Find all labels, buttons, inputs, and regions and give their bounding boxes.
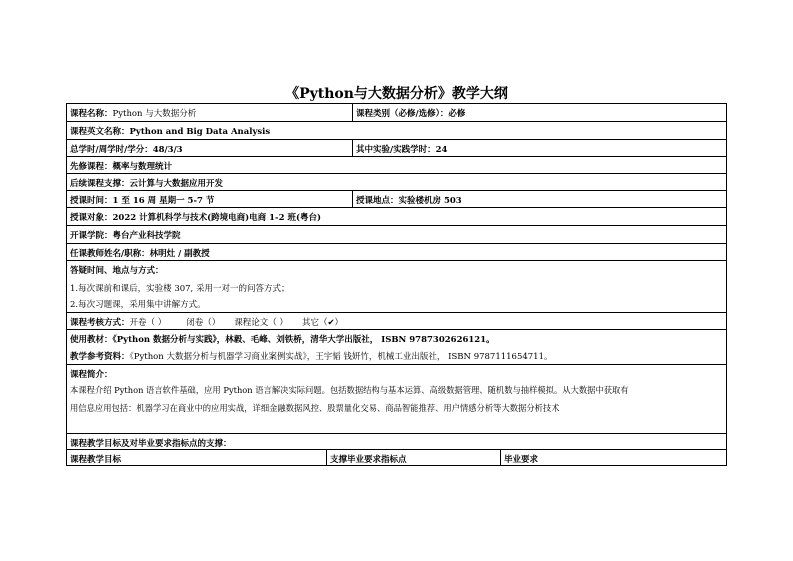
page-title: 《Python与大数据分析》教学大纲 <box>285 86 508 102</box>
row-time: 授课时间：1 至 16 周 星期一 5-7 节 授课地点：实验楼机房 503 <box>66 190 727 207</box>
row-english-name: 课程英文名称：Python and Big Data Analysis <box>66 121 727 139</box>
row-hours: 总学时/周学时/学分：48/3/3 其中实验/实践学时：24 <box>66 139 727 156</box>
row-objectives-header: 课程教学目标 支撑毕业要求指标点 毕业要求 <box>66 449 727 466</box>
row-intro: 课程简介： 本课程介绍 Python 语言软件基础，应用 Python 语言解决实际问题。包括数据结构与基本运算、高级数据管理、随机数与抽样模拟。从大数据中获取有 用信息应用包括：机器学习在商业中的应用实战，详细金融数据风控、股票量化交易、商品智能推荐、用户情感分析等大数据分析技术 <box>66 364 727 433</box>
row-objectives: 课程教学目标及对毕业要求指标点的支撑： <box>66 433 727 449</box>
row-college: 开课学院：粤台产业科技学院 <box>66 225 727 243</box>
row-course-name: 课程名称：Python 与大数据分析 课程类别（必修/选修）：必修 <box>66 103 727 121</box>
row-textbook: 使用教材：《Python 数据分析与实践》，林毅、毛峰、刘铁桥，清华大学出版社， ISBN 9787302626121。 教学参考资料：《Python 大数据分析与机器学习商业案例实战》，王宇韬 钱妍竹，机械工业出版社， ISBN 9787111654711。 <box>66 329 727 364</box>
row-exam: 课程考核方式：开卷（ ） 闭卷（） 课程论文（ ） 其它（✔） <box>66 312 727 329</box>
row-qa: 答疑时间、地点与方式： 1.每次课前和课后，实验楼 307, 采用一对一的问答方式； 2.每次习题课，采用集中讲解方式。 <box>66 260 727 312</box>
row-teacher: 任课教师姓名/职称：林明灶 / 副教授 <box>66 243 727 260</box>
row-prereq: 先修课程：概率与数理统计 <box>66 156 727 173</box>
row-audience: 授课对象：2022 计算机科学与技术(跨境电商)电商 1-2 班(粤台) <box>66 207 727 225</box>
row-followup: 后续课程支撑：云计算与大数据应用开发 <box>66 173 727 190</box>
